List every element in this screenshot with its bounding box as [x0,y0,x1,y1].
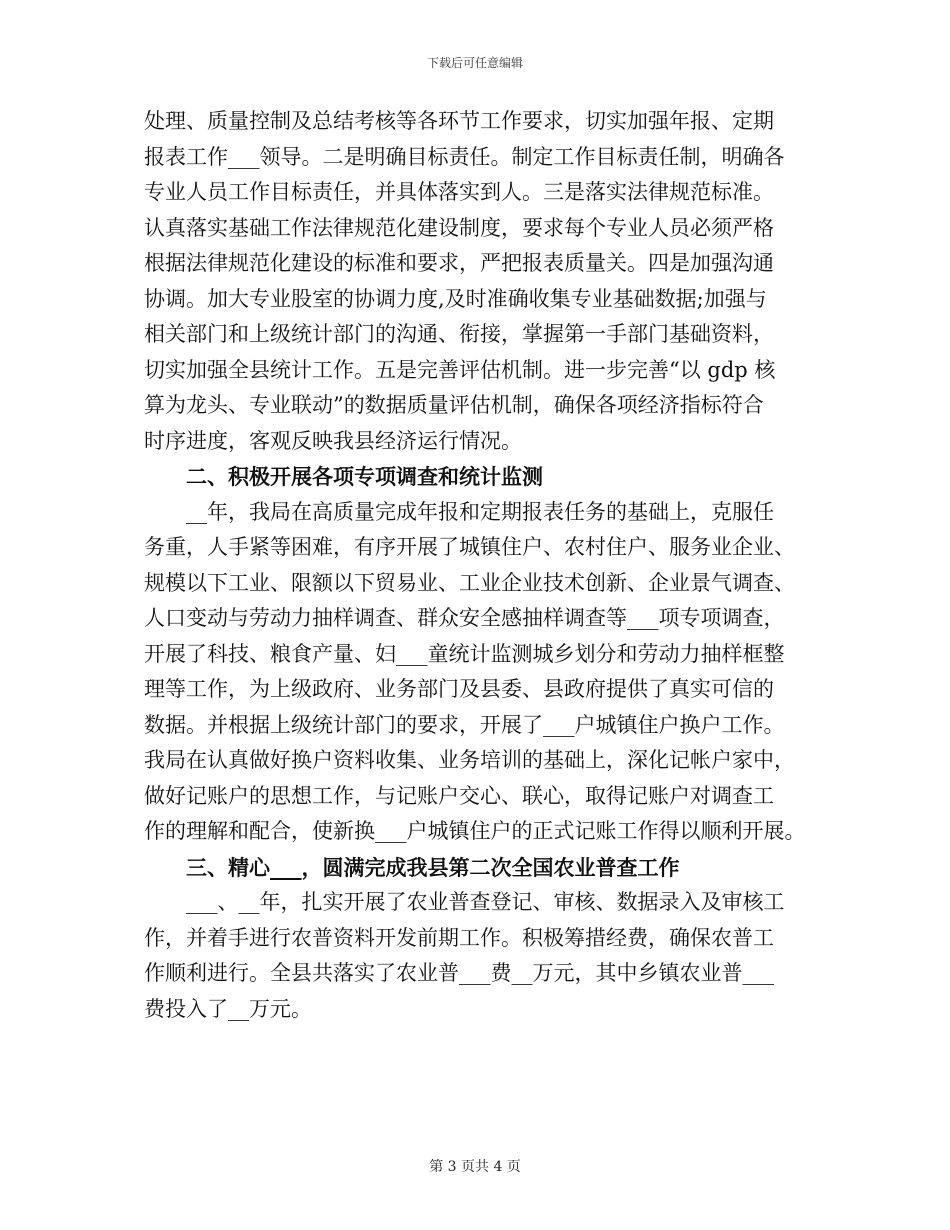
paragraph-line: 算为龙头、专业联动”的数据质量评估机制，确保各项经济指标符合 [144,393,764,417]
paragraph-line: 规模以下工业、限额以下贸易业、工业企业技术创新、企业景气调查、 [144,570,795,595]
section-heading: 二、积极开展各项专项调查和统计监测 [186,464,543,489]
paragraph-line: 作，并着手进行农普资料开发前期工作。积极筹措经费，确保农普工 [144,925,774,950]
paragraph-line: 数据。并根据上级统计部门的要求，开展了___户城镇住户换户工作。 [144,712,785,737]
paragraph-line: 我局在认真做好换户资料收集、业务培训的基础上，深化记帐户家中， [144,748,795,772]
paragraph-line: 务重，人手紧等困难，有序开展了城镇住户、农村住户、服务业企业、 [144,535,795,559]
paragraph-line: 费投入了__万元。 [144,996,312,1021]
paragraph-line: 根据法律规范化建设的标准和要求，严把报表质量关。四是加强沟通 [144,251,774,275]
paragraph-line: 协调。加大专业股室的协调力度,及时准确收集专业基础数据;加强与 [144,286,767,311]
paragraph-line: 开展了科技、粮食产量、妇___童统计监测城乡划分和劳动力抽样框整 [144,641,785,666]
section-heading: 三、精心___，圆满完成我县第二次全国农业普查工作 [186,854,680,880]
paragraph-line: 做好记账户的思想工作，与记账户交心、联心，取得记账户对调查工 [144,783,774,808]
paragraph-line: ___、__年，扎实开展了农业普查登记、审核、数据录入及审核工 [186,890,785,914]
paragraph-line: 人口变动与劳动力抽样调查、群众安全感抽样调查等___项专项调查， [144,606,785,630]
paragraph-line: __年，我局在高质量完成年报和定期报表任务的基础上，克服任 [186,499,774,524]
page-header: 下载后可任意编辑 [426,56,523,70]
paragraph-line: 相关部门和上级统计部门的沟通、衔接，掌握第一手部门基础资料， [144,322,774,346]
paragraph-line: 作顺利进行。全县共落实了农业普___费__万元，其中乡镇农业普___ [144,961,774,985]
document-body [144,104,816,1027]
paragraph-line: 专业人员工作目标责任，并具体落实到人。三是落实法律规范标准。 [144,180,774,204]
paragraph-line: 时序进度，客观反映我县经济运行情况。 [144,428,522,453]
paragraph-line: 作的理解和配合，使新换___户城镇住户的正式记账工作得以顺利开展。 [144,819,806,843]
paragraph-line: 切实加强全县统计工作。五是完善评估机制。进一步完善“以 gdp 核 [144,357,776,382]
paragraph-line: 报表工作___领导。二是明确目标责任。制定工作目标责任制，明确各 [144,144,785,169]
paragraph-line: 理等工作，为上级政府、业务部门及县委、县政府提供了真实可信的 [144,677,774,701]
page-footer: 第 3 页共 4 页 [429,1159,521,1175]
paragraph-line: 处理、质量控制及总结考核等各环节工作要求，切实加强年报、定期 [144,109,774,133]
paragraph-line: 认真落实基础工作法律规范化建设制度，要求每个专业人员必须严格 [144,215,774,240]
